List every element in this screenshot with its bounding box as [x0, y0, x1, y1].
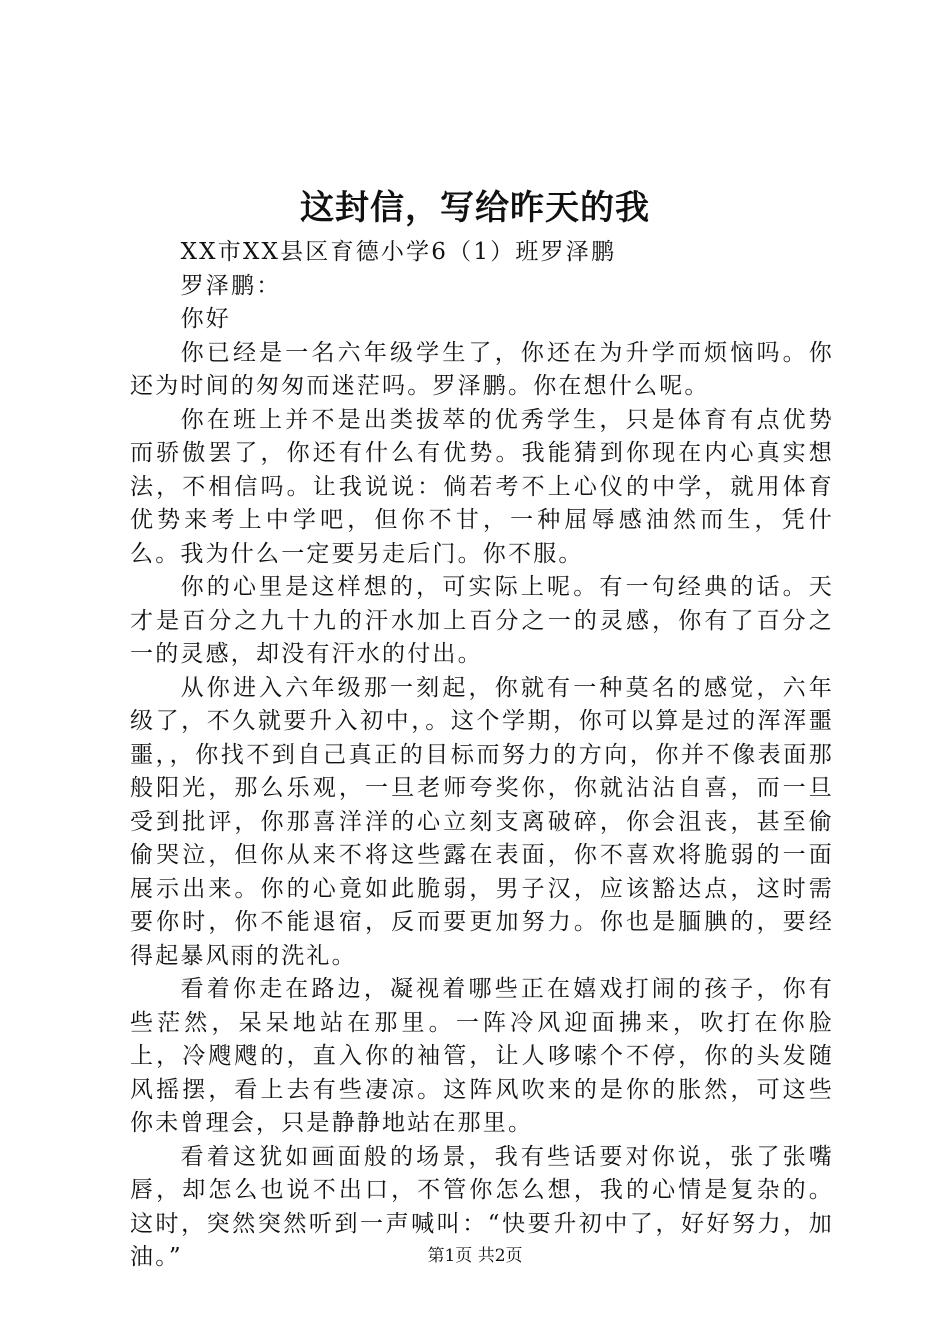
document-title: 这封信，写给昨天的我 [300, 188, 650, 228]
page-footer: 第1页 共2页 [427, 1246, 523, 1266]
byline: XX市XX县区育德小学6（1）班罗泽鹏 [180, 239, 617, 265]
paragraph: 看着这犹如画面般的场景，我有些话要对你说，张了张嘴唇，却怎么也说不出口，不管你怎么想，我的心情是复杂的。这时，突然突然听到一声喊叫：“快要升初中了，好好努力，加油。” [130, 1143, 834, 1270]
paragraph: 你在班上并不是出类拔萃的优秀学生，只是体育有点优势而骄傲罢了，你还有什么有优势。我能猜到你现在内心真实想法，不相信吗。让我说说：倘若考不上心仪的中学，就用体育优势来考上中学吧，但你不甘，一种屈辱感油然而生，凭什么。我为什么一定要另走后门。你不服。 [130, 406, 834, 567]
paragraph: 你的心里是这样想的，可实际上呢。有一句经典的话。天才是百分之九十九的汗水加上百分之一的灵感，你有了百分之一的灵感，却没有汗水的付出。 [130, 574, 834, 667]
paragraph: 看着你走在路边，凝视着哪些正在嬉戏打闹的孩子，你有些茫然，呆呆地站在那里。一阵冷风迎面拂来，吹打在你脸上，冷飕飕的，直入你的袖管，让人哆嗦个不停，你的头发随风摇摆，看上去有些凄凉。这阵风吹来的是你的胀然，可这些你未曾理会，只是静静地站在那里。 [130, 976, 834, 1136]
paragraph: 你已经是一名六年级学生了，你还在为升学而烦恼吗。你还为时间的匆匆而迷茫吗。罗泽鹏。你在想什么呢。 [130, 339, 834, 399]
paragraph: 从你进入六年级那一刻起，你就有一种莫名的感觉，六年级了，不久就要升入初中，。这个学期，你可以算是过的浑浑噩噩，，你找不到自己真正的目标而努力的方向，你并不像表面那般阳光，那么乐观，一旦老师夸奖你，你就沾沾自喜，而一旦受到批评，你那喜洋洋的心立刻支离破碎，你会沮丧，甚至偷偷哭泣，但你从来不将这些露在表面，你不喜欢将脆弱的一面展示出来。你的心竟如此脆弱，男子汉，应该豁达点，这时需要你时，你不能退宿，反而要更加努力。你也是腼腆的，要经得起暴风雨的洗礼。 [130, 674, 834, 969]
greeting: 你好 [180, 306, 231, 332]
salutation: 罗泽鹏： [180, 272, 282, 299]
letter-body [130, 236, 834, 1275]
